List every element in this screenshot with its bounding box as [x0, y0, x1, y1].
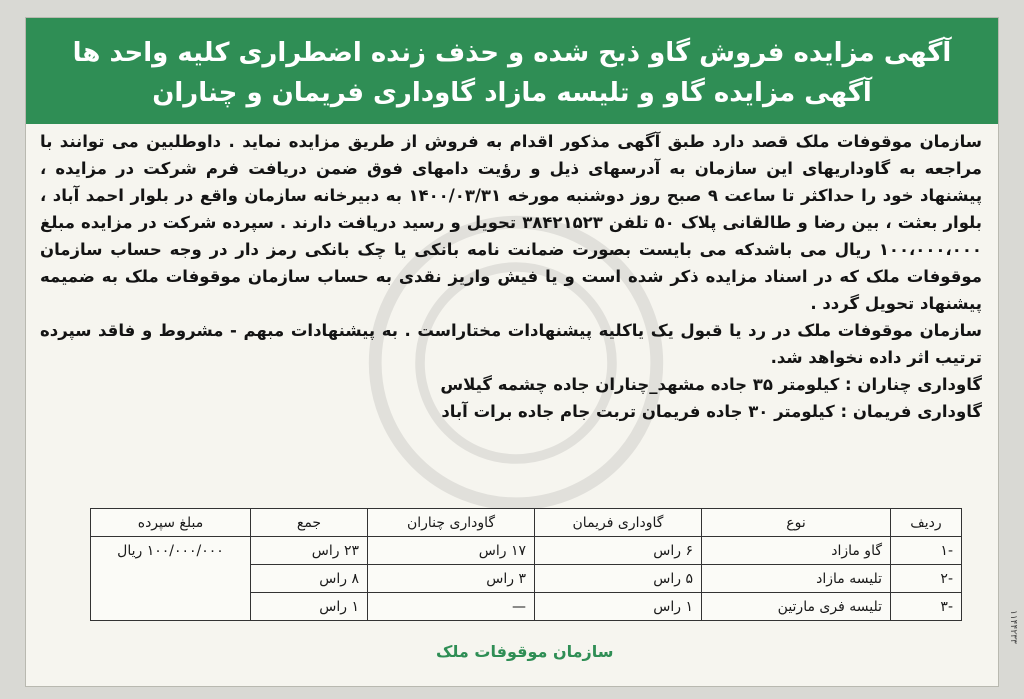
livestock-table: [90, 508, 962, 621]
cell-chenaran: ۳ راس: [368, 565, 535, 593]
cell-type: تلیسه مازاد: [702, 565, 891, 593]
col-header-type: نوع: [702, 509, 891, 537]
table-row: [91, 537, 962, 565]
cell-fariman: ۵ راس: [535, 565, 702, 593]
cell-chenaran: —: [368, 593, 535, 621]
header-title-line2: آگهی مزایده گاو و تلیسه مازاد گاوداری فریمان و چناران: [152, 78, 872, 108]
header-title-line1: آگهی مزایده فروش گاو ذبح شده و حذف زنده اضطراری کلیه واحد ها: [72, 38, 952, 68]
ad-body: [40, 128, 982, 425]
col-header-deposit: مبلغ سپرده: [91, 509, 251, 537]
address-fariman: گاوداری فریمان : کیلومتر ۳۰ جاده فریمان تربت جام جاده برات آباد: [441, 402, 982, 421]
col-header-fariman: گاوداری فریمان: [535, 509, 702, 537]
cell-type: تلیسه فری مارتین: [702, 593, 891, 621]
address-chenaran: گاوداری چناران : کیلومتر ۳۵ جاده مشهد_چناران جاده چشمه گیلاس: [440, 375, 982, 394]
advertisement-page: [26, 18, 1018, 686]
cell-total: ۸ راس: [251, 565, 368, 593]
col-header-chenaran: گاوداری چناران: [368, 509, 535, 537]
cell-total: ۱ راس: [251, 593, 368, 621]
cell-deposit: ۱۰۰/۰۰۰/۰۰۰ ریال: [91, 537, 251, 621]
cell-row: -۳: [891, 593, 962, 621]
cell-row: -۱: [891, 537, 962, 565]
col-header-row: ردیف: [891, 509, 962, 537]
cell-chenaran: ۱۷ راس: [368, 537, 535, 565]
body-paragraph-rights: سازمان موقوفات ملک در رد یا قبول یک یاکلیه پیشنهادات مختاراست . به پیشنهادات مبهم - مشروط و فاقد سپرده ترتیب اثر داده نخواهد شد.: [40, 321, 982, 367]
organization-signature: سازمان موقوفات ملک: [436, 642, 614, 661]
side-reference-code: ۱۱۴۴۲۳۳: [1008, 610, 1018, 644]
body-paragraph-conditions: سازمان موقوفات ملک قصد دارد طبق آگهی مذکور اقدام به فروش از طریق مزایده نماید . داوطلبین می توانند با مراجعه به گاوداریهای این سازمان به آدرسهای ذیل و رؤیت دامهای فوق ضمن دریافت فرم شرکت در مزایده ، پیشنهاد خود را حداکثر تا ساعت ۹ صبح روز دوشنبه مورخه ۱۴۰۰/۰۳/۳۱ به دبیرخانه سازمان واقع در بلوار احمد آباد ، بلوار بعثت ، بین رضا و طالقانی پلاک ۵۰ تلفن ۳۸۴۲۱۵۲۳ تحویل و رسید دریافت دارند . سپرده شرکت در مزایده مبلغ ۱۰۰،۰۰۰،۰۰۰ ریال می باشدکه می بایست بصورت ضمانت نامه بانکی یا چک بانکی رمز دار در وجه حساب سازمان موقوفات ملک که در اسناد مزایده ذکر شده است و یا فیش واریز نقدی به حساب سازمان موقوفات ملک به ضمیمه پیشنهاد تحویل گردد .: [40, 132, 983, 313]
col-header-total: جمع: [251, 509, 368, 537]
cell-type: گاو مازاد: [702, 537, 891, 565]
cell-fariman: ۶ راس: [535, 537, 702, 565]
table-header-row: [91, 509, 962, 537]
ad-header: [26, 18, 998, 124]
cell-total: ۲۳ راس: [251, 537, 368, 565]
cell-fariman: ۱ راس: [535, 593, 702, 621]
cell-row: -۲: [891, 565, 962, 593]
